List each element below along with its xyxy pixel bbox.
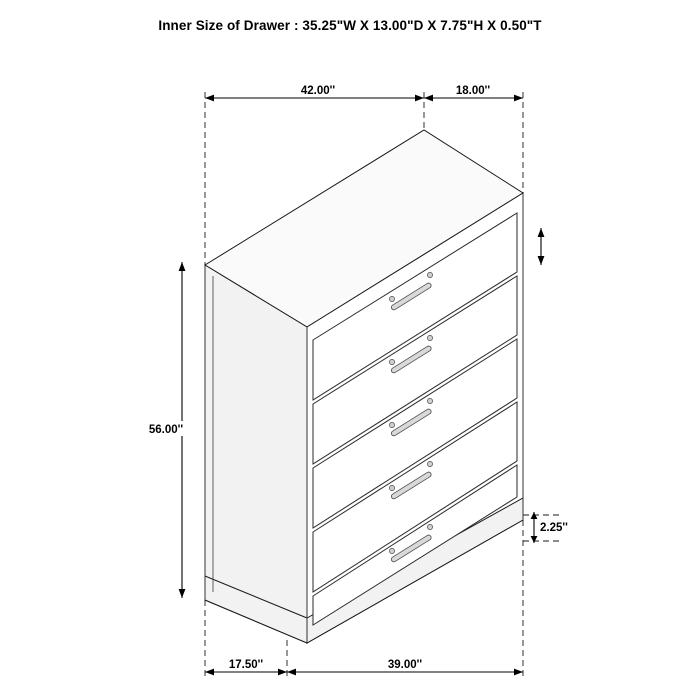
dimension-line-top-width	[205, 82, 424, 101]
dimension-line-overall-height	[140, 262, 192, 598]
dim-base-depth: 17.50''	[228, 659, 264, 671]
dim-top-depth: 18.00''	[455, 85, 491, 97]
dimension-line-base-height	[531, 512, 569, 543]
page-title: Inner Size of Drawer : 35.25"W X 13.00"D X 7.75"H X 0.50"T	[158, 18, 542, 33]
dim-base-width: 39.00''	[387, 659, 423, 671]
dimension-line-base-width	[287, 656, 523, 675]
dimension-line-base-depth	[205, 656, 287, 675]
dim-overall-height: 56.00''	[148, 424, 184, 436]
dim-base-height: 2.25''	[540, 522, 568, 534]
dimension-line-top-depth	[424, 82, 523, 101]
dim-top-width: 42.00''	[300, 85, 336, 97]
